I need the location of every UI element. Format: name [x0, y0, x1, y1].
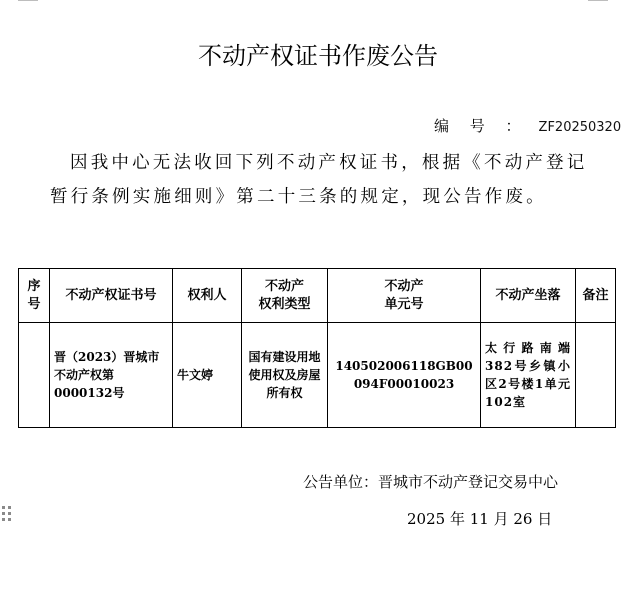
- notice-body: 因我中心无法收回下列不动产权证书，根据《不动产登记暂行条例实施细则》第二十三条的规定，现公告作废。: [50, 153, 588, 207]
- drag-handle-icon[interactable]: [2, 506, 11, 524]
- page-corner-mark-left: [18, 0, 38, 1]
- header-remark: 备注: [576, 269, 616, 323]
- document-number-value: ZF20250320: [538, 120, 622, 135]
- document-number: [434, 115, 621, 136]
- table-header-row: [19, 269, 616, 323]
- cell-location: 太行路南端382号乡镇小区2号楼1单元102室: [481, 323, 576, 428]
- header-unit-no: 不动产 单元号: [328, 269, 481, 323]
- page-corner-mark-right: [588, 0, 608, 1]
- table-row: [19, 323, 616, 428]
- issue-date: 2025 年 11 月 26 日: [407, 510, 553, 528]
- cell-unit-no: 140502006118GB00094F00010023: [328, 323, 481, 428]
- header-seq: 序 号: [19, 269, 50, 323]
- cell-holder: 牛文婷: [173, 323, 242, 428]
- header-location: 不动产坐落: [481, 269, 576, 323]
- page-title: 不动产权证书作废公告: [198, 42, 438, 70]
- header-cert-no: 不动产权证书号: [50, 269, 173, 323]
- header-holder: 权利人: [173, 269, 242, 323]
- cell-right-type: 国有建设用地使用权及房屋所有权: [242, 323, 328, 428]
- certificate-table: [18, 268, 616, 428]
- header-right-type: 不动产 权利类型: [242, 269, 328, 323]
- cell-remark: [576, 323, 616, 428]
- issuing-unit: 公告单位：晋城市不动产登记交易中心: [303, 473, 559, 491]
- cell-seq: [19, 323, 50, 428]
- document-number-label: 编 号 ：: [434, 117, 529, 135]
- cell-cert-no: 晋（2023）晋城市不动产权第0000132号: [50, 323, 173, 428]
